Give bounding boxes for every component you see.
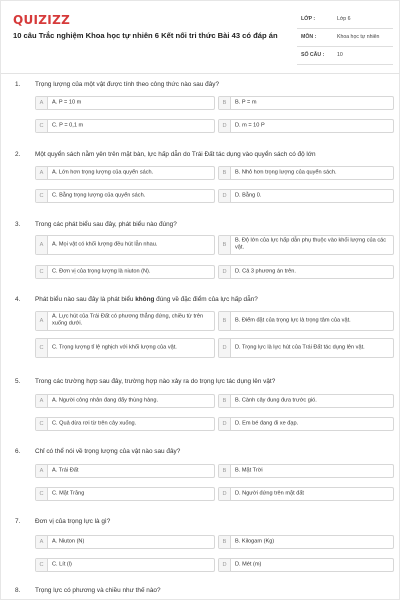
option-text: B. Điểm đặt của trọng lực là trọng tâm của vật. — [235, 317, 351, 324]
option-letter: C — [36, 120, 48, 132]
option-letter: A — [36, 536, 48, 548]
option-d[interactable] — [218, 558, 394, 572]
option-b[interactable] — [218, 311, 394, 331]
option-text: D. Trọng lực là lực hút của Trái Đất tác dụng lên vật. — [235, 344, 365, 351]
option-text: D. Em bé đang đi xe đạp. — [235, 420, 299, 427]
option-a[interactable] — [35, 394, 215, 408]
question-text: Trong các trường hợp sau đây, trường hợp nào xảy ra do trọng lực tác dụng lên vật? — [35, 378, 276, 385]
option-text: A. Trái Đất — [52, 467, 79, 474]
option-text: C. P = 0,1 m — [52, 122, 84, 129]
option-letter: C — [36, 488, 48, 500]
option-letter: D — [219, 190, 231, 202]
option-c[interactable] — [35, 558, 215, 572]
option-letter: B — [219, 395, 231, 407]
option-b[interactable] — [218, 235, 394, 255]
option-b[interactable] — [218, 166, 394, 180]
option-text: D. Mét (m) — [235, 561, 262, 568]
question-text: Chỉ có thể nói về trọng lượng của vật nào sau đây? — [35, 448, 181, 455]
option-text: C. Lít (l) — [52, 561, 72, 568]
option-text: B. Nhỏ hơn trọng lượng của quyển sách. — [235, 169, 337, 176]
option-text: A. Niuton (N) — [52, 538, 85, 545]
option-c[interactable] — [35, 265, 215, 279]
question-text-emphasis: không — [135, 296, 155, 303]
meta-key: SỐ CÂU : — [301, 52, 325, 58]
option-d[interactable] — [218, 417, 394, 431]
meta-value: 10 — [337, 52, 343, 58]
option-c[interactable] — [35, 338, 215, 358]
option-text: C. Bằng trọng lượng của quyển sách. — [52, 192, 146, 199]
option-b[interactable] — [218, 96, 394, 110]
option-letter: D — [219, 339, 231, 357]
option-a[interactable] — [35, 311, 215, 331]
option-letter: B — [219, 465, 231, 477]
option-text: B. P = m — [235, 99, 257, 106]
question-text: Trọng lượng của một vật được tính theo công thức nào sau đây? — [35, 81, 220, 88]
meta-row-class — [297, 11, 393, 29]
question-number: 5. — [15, 378, 21, 385]
option-letter: D — [219, 266, 231, 278]
question-text-part: đúng về đặc điểm của lực hấp dẫn? — [154, 296, 258, 303]
option-a[interactable] — [35, 464, 215, 478]
question-number: 8. — [15, 587, 21, 594]
question-text: Đơn vị của trọng lực là gì? — [35, 518, 111, 525]
meta-key: MÔN : — [301, 34, 317, 40]
option-text: A. Lớn hơn trọng lượng của quyển sách. — [52, 169, 154, 176]
option-c[interactable] — [35, 417, 215, 431]
option-letter: C — [36, 266, 48, 278]
option-letter: A — [36, 97, 48, 109]
option-d[interactable] — [218, 119, 394, 133]
option-letter: D — [219, 559, 231, 571]
question-number: 3. — [15, 221, 21, 228]
option-b[interactable] — [218, 464, 394, 478]
option-c[interactable] — [35, 487, 215, 501]
option-text: D. Cả 3 phương án trên. — [235, 268, 296, 275]
question-number: 6. — [15, 448, 21, 455]
meta-row-subject — [297, 29, 393, 47]
meta-value: Lớp 6 — [337, 16, 351, 22]
option-letter: B — [219, 312, 231, 330]
option-d[interactable] — [218, 338, 394, 358]
option-letter: D — [219, 120, 231, 132]
option-letter: B — [219, 97, 231, 109]
option-a[interactable] — [35, 535, 215, 549]
option-letter: D — [219, 418, 231, 430]
worksheet-title: 10 câu Trắc nghiệm Khoa học tự nhiên 6 Kết nối tri thức Bài 43 có đáp án — [13, 31, 278, 40]
option-letter: C — [36, 190, 48, 202]
option-b[interactable] — [218, 535, 394, 549]
option-letter: A — [36, 395, 48, 407]
header-divider — [1, 73, 400, 74]
worksheet-header — [1, 1, 400, 71]
option-letter: C — [36, 559, 48, 571]
option-text: D. Bằng 0. — [235, 192, 262, 199]
option-text: B. Mặt Trời — [235, 467, 263, 474]
option-text: D. Người đứng trên mặt đất — [235, 490, 304, 497]
option-text: B. Cành cây đung đưa trước gió. — [235, 397, 317, 404]
option-b[interactable] — [218, 394, 394, 408]
option-a[interactable] — [35, 235, 215, 255]
meta-key: LỚP : — [301, 16, 316, 22]
option-text: B. Độ lớn của lực hấp dẫn phụ thuộc vào khối lượng của các vật. — [235, 237, 387, 251]
option-letter: B — [219, 536, 231, 548]
option-letter: C — [36, 418, 48, 430]
question-text: Trong các phát biểu sau đây, phát biểu nào đúng? — [35, 221, 177, 228]
option-letter: A — [36, 167, 48, 179]
option-d[interactable] — [218, 487, 394, 501]
meta-value: Khoa học tự nhiên — [337, 34, 380, 40]
option-text: C. Đơn vị của trọng lượng là niuton (N). — [52, 268, 151, 275]
option-letter: A — [36, 312, 48, 330]
question-text-part: Phát biểu nào sau đây là phát biểu — [35, 296, 136, 303]
meta-table — [297, 11, 393, 65]
option-letter: A — [36, 465, 48, 477]
option-letter: B — [219, 236, 231, 254]
option-d[interactable] — [218, 265, 394, 279]
quizizz-logo: QUIZIZZ — [13, 13, 71, 27]
option-text: A. Lực hút của Trái Đất có phương thẳng đứng, chiều từ trên xuống dưới. — [52, 313, 204, 327]
question-number: 1. — [15, 81, 21, 88]
question-text: Một quyển sách nằm yên trên mặt bàn, lực hấp dẫn do Trái Đất tác dụng vào quyển sách có độ lớn — [35, 151, 316, 158]
option-d[interactable] — [218, 189, 394, 203]
meta-row-count — [297, 47, 393, 65]
option-text: A. P = 10 m — [52, 99, 82, 106]
option-text: D. m = 10 P — [235, 122, 265, 129]
option-letter: C — [36, 339, 48, 357]
question-text — [35, 296, 375, 303]
option-a[interactable] — [35, 96, 215, 110]
option-letter: D — [219, 488, 231, 500]
option-text: C. Trọng lượng tỉ lệ nghịch với khối lượng của vật. — [52, 344, 177, 351]
option-text: A. Mọi vật có khối lượng đều hút lẫn nhau. — [52, 241, 158, 248]
option-text: C. Mặt Trăng — [52, 490, 85, 497]
option-c[interactable] — [35, 189, 215, 203]
question-number: 7. — [15, 518, 21, 525]
option-text: A. Người công nhân đang đẩy thùng hàng. — [52, 397, 159, 404]
option-a[interactable] — [35, 166, 215, 180]
question-number: 4. — [15, 296, 21, 303]
question-number: 2. — [15, 151, 21, 158]
option-c[interactable] — [35, 119, 215, 133]
option-letter: B — [219, 167, 231, 179]
option-text: B. Kilogam (Kg) — [235, 538, 275, 545]
option-letter: A — [36, 236, 48, 254]
question-text: Trọng lực có phương và chiều như thế nào? — [35, 587, 161, 594]
option-text: C. Quả dừa rơi từ trên cây xuống. — [52, 420, 137, 427]
